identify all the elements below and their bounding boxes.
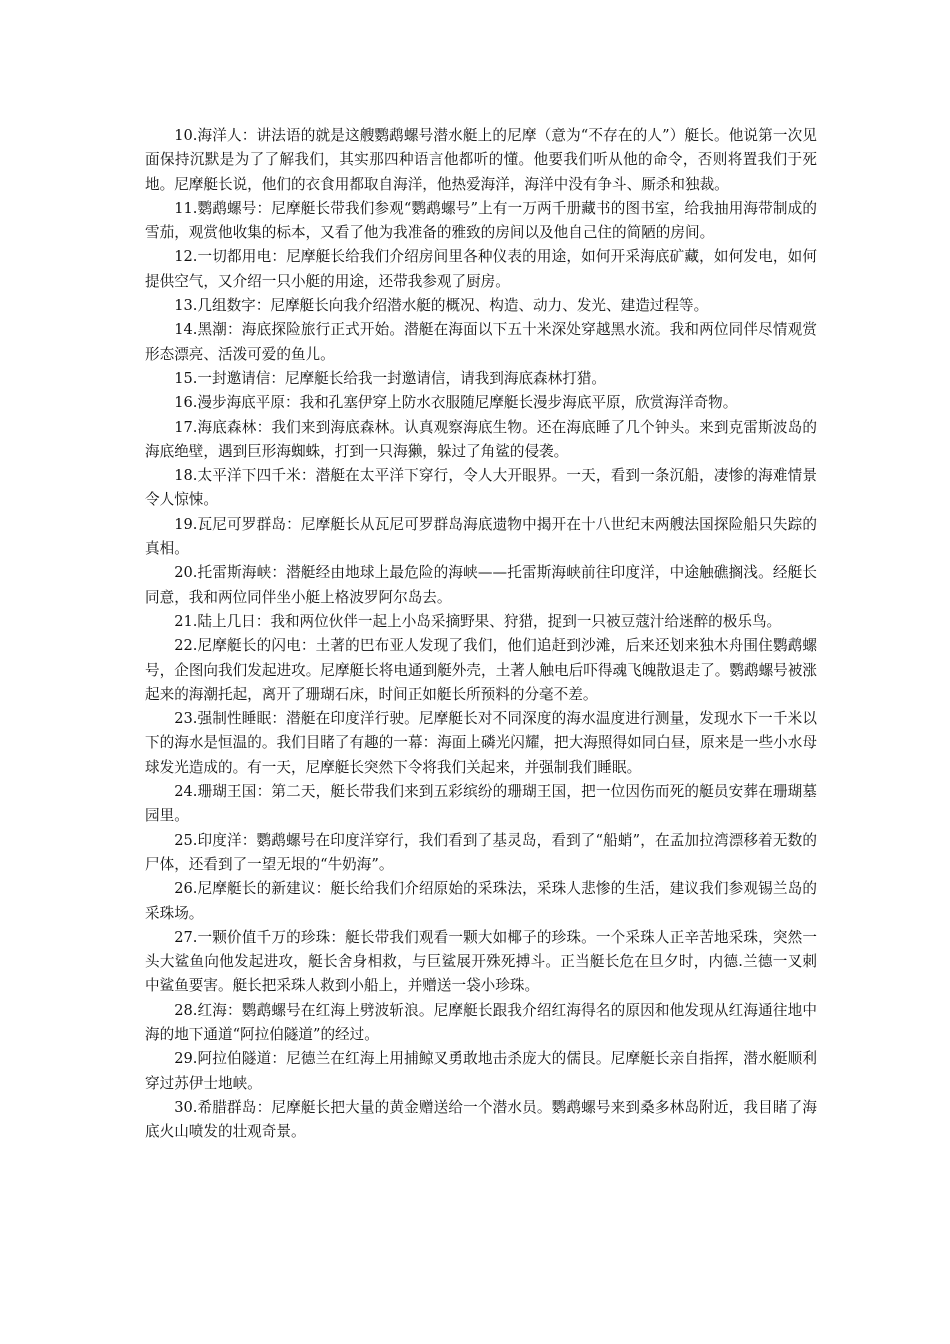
paragraph-13: 13.几组数字：尼摩艇长向我介绍潜水艇的概况、构造、动力、发光、建造过程等。 bbox=[174, 297, 709, 315]
paragraph-26: 26.尼摩艇长的新建议：艇长给我们介绍原始的采珠法，采珠人悲惨的生活，建议我们参观锡兰岛的采珠场。 bbox=[145, 880, 817, 922]
paragraph-23: 23.强制性睡眠：潜艇在印度洋行驶。尼摩艇长对不同深度的海水温度进行测量，发现水下一千米以下的海水是恒温的。我们目睹了有趣的一幕：海面上磷光闪耀，把大海照得如同白昼，原来是一些小水母球发光造成的。有一天，尼摩艇长突然下令将我们关起来，并强制我们睡眠。 bbox=[145, 710, 817, 776]
paragraph-30: 30.希腊群岛：尼摩艇长把大量的黄金赠送给一个潜水员。鹦鹉螺号来到桑多林岛附近，我目睹了海底火山喷发的壮观奇景。 bbox=[145, 1098, 817, 1141]
paragraph-16: 16.漫步海底平原：我和孔塞伊穿上防水衣服随尼摩艇长漫步海底平原，欣赏海洋奇物。 bbox=[174, 394, 738, 412]
paragraph-24: 24.珊瑚王国：第二天，艇长带我们来到五彩缤纷的珊瑚王国，把一位因伤而死的艇员安葬在珊瑚墓园里。 bbox=[145, 783, 817, 825]
paragraph-10: 10.海洋人：讲法语的就是这艘鹦鹉螺号潜水艇上的尼摩（意为“不存在的人”）艇长。他说第一次见面保持沉默是为了了解我们，其实那四种语言他都听的懂。他要我们听从他的命令，否则将置我们于死地。尼摩艇长说，他们的衣食用都取自海洋，他热爱海洋，海洋中没有争斗、厮杀和独裁。 bbox=[145, 127, 817, 193]
paragraph-15: 15.一封邀请信：尼摩艇长给我一封邀请信，请我到海底森林打猎。 bbox=[174, 369, 607, 387]
paragraph-28: 28.红海：鹦鹉螺号在红海上劈波斩浪。尼摩艇长跟我介绍红海得名的原因和他发现从红海通往地中海的地下通道“阿拉伯隧道”的经过。 bbox=[145, 1001, 817, 1043]
paragraph-19: 19.瓦尼可罗群岛：尼摩艇长从瓦尼可罗群岛海底遗物中揭开在十八世纪末两艘法国探险船只失踪的真相。 bbox=[145, 515, 817, 558]
paragraph-12: 12.一切都用电：尼摩艇长给我们介绍房间里各种仪表的用途，如何开采海底矿藏，如何发电，如何提供空气，又介绍一只小艇的用途，还带我参观了厨房。 bbox=[145, 248, 817, 290]
paragraph-21: 21.陆上几日：我和两位伙伴一起上小岛采摘野果、狩猎，捉到一只被豆蔻汁给迷醉的极乐鸟。 bbox=[174, 612, 782, 630]
paragraph-18: 18.太平洋下四千米：潜艇在太平洋下穿行，令人大开眼界。一天，看到一条沉船，凄惨的海难情景令人惊悚。 bbox=[145, 467, 817, 509]
paragraph-11: 11.鹦鹉螺号：尼摩艇长带我们参观“鹦鹉螺号”上有一万两千册藏书的图书室，给我抽用海带制成的雪茄，观赏他收集的标本，又看了他为我准备的雅致的房间以及他自己住的简陋的房间。 bbox=[145, 199, 817, 242]
document-page bbox=[145, 124, 817, 1144]
paragraph-25: 25.印度洋：鹦鹉螺号在印度洋穿行，我们看到了基灵岛，看到了“船蛸”，在孟加拉湾漂移着无数的尸体，还看到了一望无垠的“牛奶海”。 bbox=[145, 831, 817, 873]
paragraph-17: 17.海底森林：我们来到海底森林。认真观察海底生物。还在海底睡了几个钟头。来到克雷斯波岛的海底绝壁，遇到巨形海蜘蛛，打到一只海獭，躲过了角鲨的侵袭。 bbox=[145, 418, 817, 460]
paragraph-20: 20.托雷斯海峡：潜艇经由地球上最危险的海峡——托雷斯海峡前往印度洋，中途触礁搁浅。经艇长同意，我和两位同伴坐小艇上格波罗阿尔岛去。 bbox=[145, 564, 817, 606]
paragraph-29: 29.阿拉伯隧道：尼德兰在红海上用捕鲸叉勇敢地击杀庞大的儒艮。尼摩艇长亲自指挥，潜水艇顺利穿过苏伊士地峡。 bbox=[145, 1050, 817, 1092]
paragraph-22: 22.尼摩艇长的闪电：土著的巴布亚人发现了我们，他们追赶到沙滩，后来还划来独木舟围住鹦鹉螺号，企图向我们发起进攻。尼摩艇长将电通到艇外壳，土著人触电后吓得魂飞魄散退走了。鹦鹉螺号被涨起来的海潮托起，离开了珊瑚石床，时间正如艇长所预料的分毫不差。 bbox=[145, 637, 817, 703]
paragraph-14: 14.黑潮：海底探险旅行正式开始。潜艇在海面以下五十米深处穿越黑水流。我和两位同伴尽情观赏形态漂亮、活泼可爱的鱼儿。 bbox=[145, 321, 817, 363]
paragraph-27: 27.一颗价值千万的珍珠：艇长带我们观看一颗大如椰子的珍珠。一个采珠人正辛苦地采珠，突然一头大鲨鱼向他发起进攻，艇长舍身相救，与巨鲨展开殊死搏斗。正当艇长危在旦夕时，内德.兰德一叉刺中鲨鱼要害。艇长把采珠人救到小船上，并赠送一袋小珍珠。 bbox=[145, 928, 817, 995]
